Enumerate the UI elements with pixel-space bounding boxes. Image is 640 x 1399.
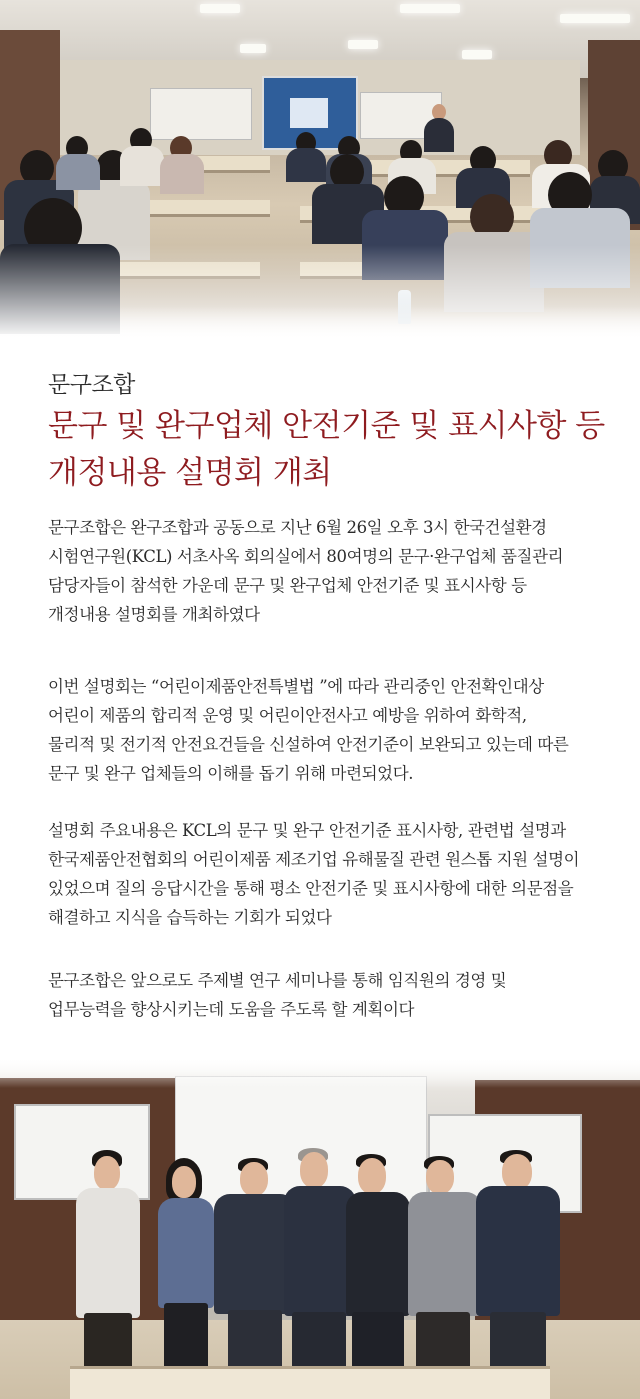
ceiling-light xyxy=(462,50,492,59)
desk xyxy=(130,200,270,217)
whiteboard xyxy=(14,1104,150,1200)
presenter xyxy=(424,118,454,152)
person xyxy=(240,1162,268,1196)
headline xyxy=(48,403,628,497)
article-paragraph xyxy=(48,513,608,629)
person xyxy=(346,1192,410,1316)
headline-line: 개정내용 설명회 개최 xyxy=(48,455,332,491)
group-photo xyxy=(0,1058,640,1399)
attendee xyxy=(56,154,100,190)
headline-line: 문구 및 완구업체 안전기준 및 표시사항 등 xyxy=(48,408,605,444)
person xyxy=(358,1158,386,1194)
ceiling-light xyxy=(560,14,630,23)
paragraph-line: 설명회 주요내용은 KCL의 문구 및 완구 안전기준 표시사항, 관련법 설명과 xyxy=(48,821,566,840)
front-table xyxy=(70,1366,550,1399)
attendee xyxy=(160,154,204,194)
person xyxy=(158,1198,214,1308)
person xyxy=(172,1166,196,1198)
paragraph-line: 어린이 제품의 합리적 운영 및 어린이안전사고 예방을 위하여 화학적, xyxy=(48,706,527,725)
person xyxy=(300,1152,328,1188)
paragraph-line: 문구 및 완구 업체들의 이해를 돕기 위해 마련되었다. xyxy=(48,764,414,783)
photo-fade xyxy=(0,1058,640,1088)
paragraph-line: 있었으며 질의 응답시간을 통해 평소 안전기준 및 표시사항에 대한 의문점을 xyxy=(48,879,574,898)
person xyxy=(476,1186,560,1316)
paragraph-line: 문구조합은 완구조합과 공동으로 지난 6월 26일 오후 3시 한국건설환경 xyxy=(48,518,547,537)
paragraph-line: 물리적 및 전기적 안전요건들을 신설하여 안전기준이 보완되고 있는데 따른 xyxy=(48,735,569,754)
person xyxy=(502,1154,532,1190)
attendee xyxy=(286,148,326,182)
photo-fade xyxy=(0,245,640,340)
paragraph-line: 한국제품안전협회의 어린이제품 제조기업 유해물질 관련 원스톱 지원 설명이 xyxy=(48,850,580,869)
ceiling-light xyxy=(240,44,266,53)
paragraph-line: 시험연구원(KCL) 서초사옥 회의실에서 80여명의 문구·완구업체 품질관리 xyxy=(48,547,564,566)
paragraph-line: 이번 설명회는 “어린이제품안전특별법 ”에 따라 관리중인 안전확인대상 xyxy=(48,677,544,696)
article-paragraph xyxy=(48,672,608,788)
attendee xyxy=(120,146,164,186)
paragraph-line: 문구조합은 앞으로도 주제별 연구 세미나를 통해 임직원의 경영 및 xyxy=(48,971,507,990)
paragraph-line: 업무능력을 향상시키는데 도움을 주도록 할 계획이다 xyxy=(48,1000,415,1019)
ceiling-light xyxy=(348,40,378,49)
person xyxy=(408,1192,482,1316)
category-label: 문구조합 xyxy=(48,372,135,398)
person xyxy=(426,1160,454,1194)
person xyxy=(94,1156,120,1190)
article-paragraph xyxy=(48,966,608,1024)
person xyxy=(76,1188,140,1318)
whiteboard xyxy=(150,88,252,140)
ceiling-light xyxy=(200,4,240,13)
paragraph-line: 해결하고 지식을 습득하는 기회가 되었다 xyxy=(48,908,332,927)
seminar-photo xyxy=(0,0,640,340)
paragraph-line: 개정내용 설명회를 개최하였다 xyxy=(48,605,260,624)
article-paragraph xyxy=(48,816,608,932)
ceiling-light xyxy=(400,4,460,13)
paragraph-line: 담당자들이 참석한 가운데 문구 및 완구업체 안전기준 및 표시사항 등 xyxy=(48,576,527,595)
